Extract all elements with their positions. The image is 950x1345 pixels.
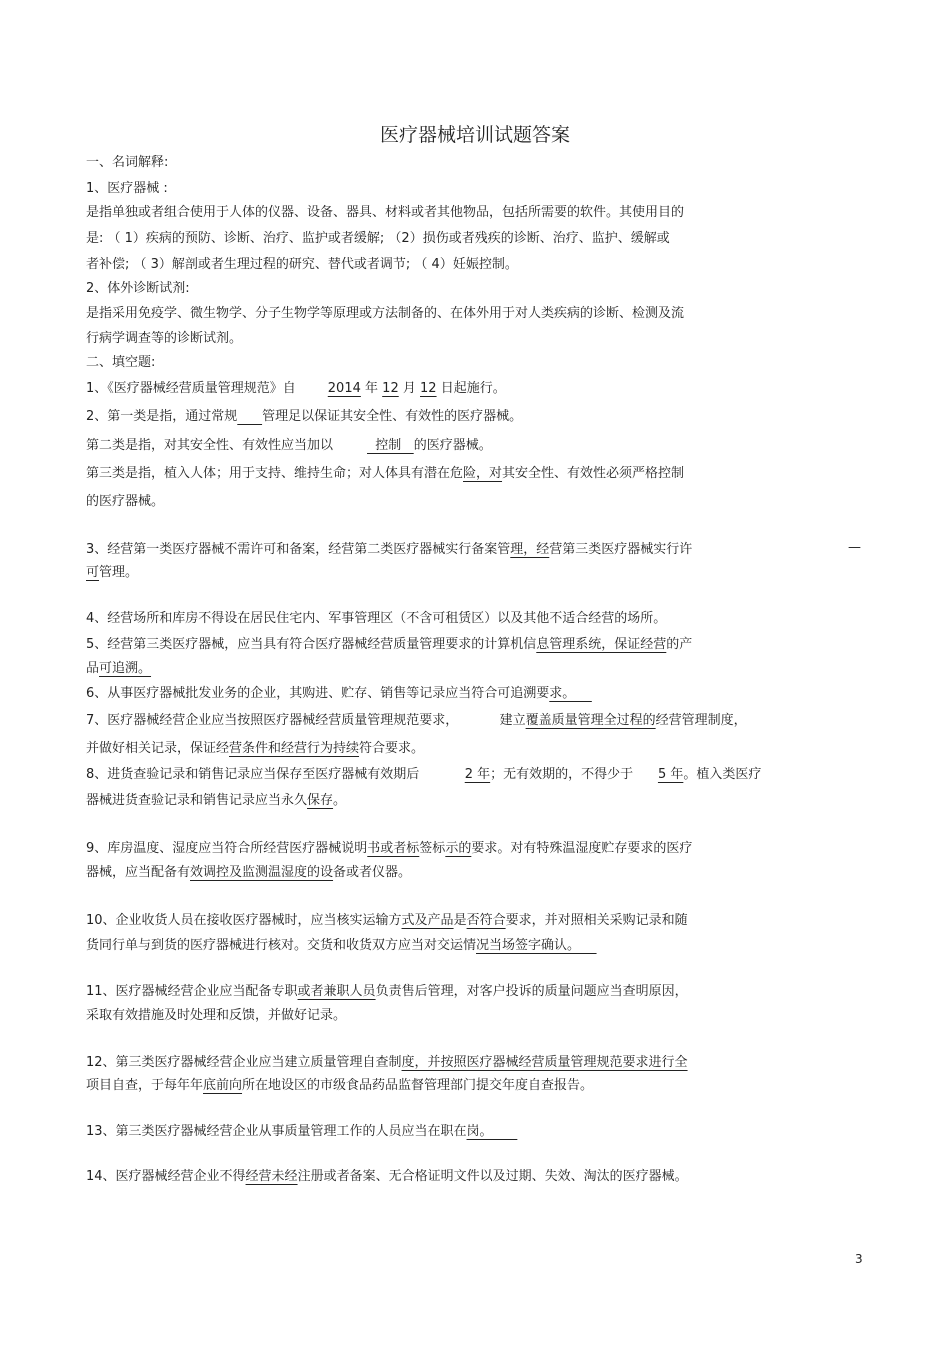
question-text: 品 xyxy=(86,661,100,676)
answer-blank: 度，并按照医疗器械经营质量管理规范要求进行全 xyxy=(401,1055,688,1070)
answer-blank: 岗。 xyxy=(466,1124,518,1139)
term-ivd-reagent: 2、体外诊断试剂: xyxy=(86,281,190,296)
question-9-line-2 xyxy=(86,864,411,882)
question-11 xyxy=(86,983,688,1001)
question-8-line-2 xyxy=(86,792,346,810)
question-text: 管理。 xyxy=(99,565,139,580)
answer-blank: 可 xyxy=(86,565,100,580)
question-11-line-2: 采取有效措施及时处理和反馈，并做好记录。 xyxy=(86,1008,347,1023)
question-8 xyxy=(86,766,761,784)
question-text: 项目自查，于每年年 xyxy=(86,1078,204,1093)
question-text: 注册或者备案、无合格证明文件以及过期、失效、淘汰的医疗器械。 xyxy=(297,1169,688,1184)
question-text: 负责售后管理，对客户投诉的质量问题应当查明原因， xyxy=(375,984,688,999)
question-text: 的产 xyxy=(666,637,693,652)
question-text: 所在地设区的市级食品药品监督管理部门提交年度自查报告。 xyxy=(242,1078,594,1093)
answer-blank: 营条件和经营行为持续 xyxy=(229,741,360,756)
question-2-line-2 xyxy=(86,437,492,455)
answer-blank: 底前向 xyxy=(203,1078,243,1093)
question-3 xyxy=(86,541,692,559)
question-text: 13、第三类医疗器械经营企业从事质量管理工作的人员应当在职在 xyxy=(86,1124,467,1139)
answer-month: 12 xyxy=(382,381,399,396)
section-heading-definitions: 一、名词解释: xyxy=(86,155,169,170)
question-text: 第二类是指，对其安全性、有效性应当加以 xyxy=(86,438,334,453)
answer-blank xyxy=(237,409,262,424)
answer-day: 12 xyxy=(420,381,437,396)
question-text: 营第三类医疗器械实行许 xyxy=(549,542,693,557)
question-text: 管理足以保证其安全性、有效性的医疗器械。 xyxy=(262,409,523,424)
answer-blank: 或者兼职人员 xyxy=(297,984,376,999)
question-text: 。 xyxy=(333,793,347,808)
question-1 xyxy=(86,380,506,398)
question-text: 9、库房温度、湿度应当符合所经营医疗器械说明 xyxy=(86,841,368,856)
answer-blank: 5 年 xyxy=(657,767,684,782)
answer-year: 2014 xyxy=(327,381,361,396)
question-10 xyxy=(86,912,688,930)
question-13 xyxy=(86,1123,517,1141)
question-text: 其安全性、有效性必须严格控制 xyxy=(502,466,685,481)
question-2-line-4: 的医疗器械。 xyxy=(86,494,165,509)
question-text: 是 xyxy=(453,913,467,928)
question-7-line-2 xyxy=(86,740,424,758)
question-10-line-2 xyxy=(86,937,597,955)
question-text: 年 xyxy=(365,381,379,396)
question-text: 8、进货查验记录和销售记录应当保存至医疗器械有效期后 xyxy=(86,767,465,782)
question-text: 器械，应当配备有 xyxy=(86,865,191,880)
question-text: 11、医疗器械经营企业应当配备专职 xyxy=(86,984,298,999)
answer-blank: 经营未经 xyxy=(245,1169,298,1184)
question-text: 的医疗器械。 xyxy=(413,438,492,453)
question-text: 。植入类医疗 xyxy=(683,767,762,782)
question-9 xyxy=(86,840,692,858)
question-text: 2、第一类是指，通过常规 xyxy=(86,409,238,424)
answer-blank: 理，经 xyxy=(510,542,550,557)
question-text: 5、经营第三类医疗器械，应当具有符合医疗器械经营质量管理要求的计算机信 xyxy=(86,637,537,652)
answer-blank: 息管理系统，保证经营 xyxy=(536,637,667,652)
answer-blank: 保存 xyxy=(307,793,334,808)
question-text: 要求。对有特殊温湿度贮存要求的医疗 xyxy=(471,841,693,856)
question-3-line-2 xyxy=(86,564,138,582)
question-text: 3、经营第一类医疗器械不需许可和备案，经营第二类医疗器械实行备案管 xyxy=(86,542,511,557)
question-text: 器械进货查验记录和销售记录应当永久 xyxy=(86,793,308,808)
question-text: 第三类是指，植入人体；用于支持、维持生命；对人体具有潜在危 xyxy=(86,466,464,481)
question-14 xyxy=(86,1168,688,1186)
question-2 xyxy=(86,408,522,426)
answer-blank: 况当场签字确认。 xyxy=(476,938,597,953)
question-text: 6、从事医疗器械批发业务的企业，其购进、贮存、销售等记录应当符合可追溯要 xyxy=(86,686,550,701)
term-medical-device: 1、医疗器械 : xyxy=(86,181,168,196)
answer-blank: 覆盖质量管理全过程的 xyxy=(525,713,656,728)
answer-blank: 险，对 xyxy=(463,466,503,481)
definition-line: 是: （ 1）疾病的预防、诊断、治疗、监护或者缓解; （2）损伤或者残疾的诊断、治疗、监护、缓解或 xyxy=(86,231,670,246)
question-text: 14、医疗器械经营企业不得 xyxy=(86,1169,246,1184)
answer-blank: 控制 xyxy=(367,438,414,453)
answer-blank: 书或者标 xyxy=(367,841,420,856)
page-number: 3 xyxy=(855,1252,863,1266)
definition-line: 是指采用免疫学、微生物学、分子生物学等原理或方法制备的、在体外用于对人类疾病的诊断、检测及流 xyxy=(86,306,685,321)
question-text: 货同行单与到货的医疗器械进行核对。交货和收货双方应当对交运情 xyxy=(86,938,477,953)
section-heading-fill-blank: 二、填空题: xyxy=(86,355,156,370)
answer-blank: — xyxy=(848,540,861,555)
question-text: 7、医疗器械经营企业应当按照医疗器械经营质量管理规范要求， 建立 xyxy=(86,713,526,728)
answer-blank: 可追溯。 xyxy=(99,661,152,676)
question-text: 经营管理制度， xyxy=(655,713,747,728)
answer-blank: 求。 xyxy=(549,686,592,701)
definition-line: 行病学调查等的诊断试剂。 xyxy=(86,331,243,346)
question-12 xyxy=(86,1054,688,1072)
question-text: 1、《医疗器械经营质量管理规范》自 xyxy=(86,381,296,396)
question-5-line-2 xyxy=(86,660,151,678)
question-6 xyxy=(86,685,592,703)
question-text: 签标 xyxy=(419,841,446,856)
question-text: 要求，并对照相关采购记录和随 xyxy=(505,913,688,928)
question-4: 4、经营场所和库房不得设在居民住宅内、军事管理区（不含可租赁区）以及其他不适合经营的场所。 xyxy=(86,611,667,626)
definition-line: 是指单独或者组合使用于人体的仪器、设备、器具、材料或者其他物品，包括所需要的软件。其使用目的 xyxy=(86,205,685,220)
definition-line: 者补偿; （ 3）解剖或者生理过程的研究、替代或者调节; （ 4）妊娠控制。 xyxy=(86,257,518,272)
question-text: 符合要求。 xyxy=(359,741,425,756)
question-2-line-3 xyxy=(86,465,684,483)
question-text: ；无有效期的，不得少于 xyxy=(490,767,658,782)
question-text: 12、第三类医疗器械经营企业应当建立质量管理自查制 xyxy=(86,1055,402,1070)
page-title: 医疗器械培训试题答案 xyxy=(379,124,570,146)
question-text: 日起施行。 xyxy=(440,381,506,396)
answer-blank: 否符合 xyxy=(466,913,506,928)
question-text: 并做好相关记录，保证经 xyxy=(86,741,230,756)
question-5 xyxy=(86,636,692,654)
question-text: 月 xyxy=(402,381,416,396)
answer-blank: 式及产品 xyxy=(401,913,454,928)
answer-blank: 效调控及监测温湿度的设 xyxy=(190,865,334,880)
question-12-line-2 xyxy=(86,1077,593,1095)
question-7 xyxy=(86,712,747,730)
answer-blank: 2 年 xyxy=(464,767,491,782)
question-text: 10、企业收货人员在接收医疗器械时，应当核实运输方 xyxy=(86,913,402,928)
answer-blank: 示的 xyxy=(445,841,472,856)
question-text: 备或者仪器。 xyxy=(333,865,412,880)
